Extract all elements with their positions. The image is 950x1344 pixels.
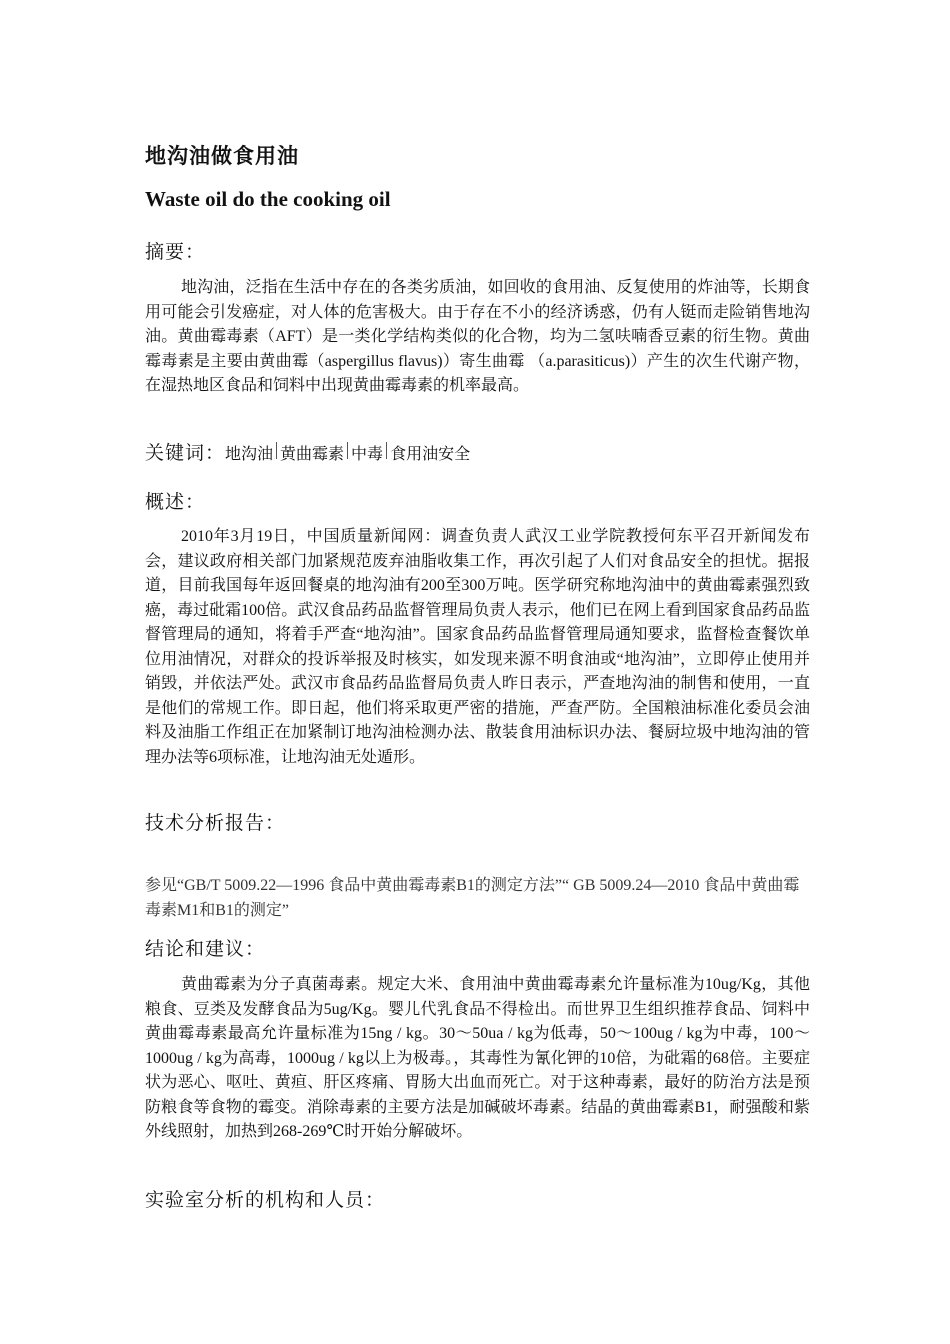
conclusion-paragraph: 黄曲霉素为分子真菌毒素。规定大米、食用油中黄曲霉毒素允许量标准为10ug/Kg，其他粮食、豆类及发酵食品为5ug/Kg。婴儿代乳食品不得检出。而世界卫生组织推荐食品、饲料中黄曲霉毒素最高允许量标准为15ng / kg。30～50ua / kg为低毒，50～100ug / kg为中毒，100～1000ug / kg为高毒，1000ug / kg以上为极毒。，其毒性为氰化钾的10倍，为砒霜的68倍。主要症状为恶心、呕吐、黄疸、肝区疼痛、胃肠大出血而死亡。对于这种毒素，最好的防治方法是预防粮食等食物的霉变。消除毒素的主要方法是加碱破坏毒素。结晶的黄曲霉素B1，耐强酸和紫外线照射，加热到268-269℃时开始分解破坏。: [145, 976, 810, 1140]
technical-report-reference: 参见“GB/T 5009.22—1996 食品中黄曲霉毒素B1的测定方法”“ GB 5009.24—2010 食品中黄曲霉毒素M1和B1的测定”: [145, 877, 800, 919]
keyword-item: 黄曲霉素: [280, 446, 345, 463]
keywords-label: 关键词：: [145, 442, 226, 464]
keywords-row: [145, 438, 470, 465]
overview-paragraph: 2010年3月19日，中国质量新闻网：调查负责人武汉工业学院教授何东平召开新闻发布会，建议政府相关部门加紧规范废弃油脂收集工作，再次引起了人们对食品安全的担忧。据报道，目前我国每年返回餐桌的地沟油有200至300万吨。医学研究称地沟油中的黄曲霉素强烈致癌，毒过砒霜100倍。武汉食品药品监督管理局负责人表示，他们已在网上看到国家食品药品监督管理局的通知，将着手严查“地沟油”。国家食品药品监督管理局通知要求，监督检查餐饮单位用油情况，对群众的投诉举报及时核实，如发现来源不明食油或“地沟油”，立即停止使用并销毁，并依法严处。武汉市食品药品监督局负责人昨日表示，严查地沟油的制售和使用，一直是他们的常规工作。即日起，他们将采取更严密的措施，严查严防。全国粮油标准化委员会油料及油脂工作组正在加紧制订地沟油检测办法、散装食用油标识办法、餐厨垃圾中地沟油的管理办法等6项标准，让地沟油无处遁形。: [145, 528, 810, 766]
keyword-separator: [276, 442, 277, 459]
overview-heading: 概述：: [145, 491, 206, 513]
keyword-item: 地沟油: [225, 446, 274, 463]
document-title-english: Waste oil do the cooking oil: [145, 187, 391, 211]
abstract-heading: 摘要：: [145, 241, 206, 263]
technical-report-heading: 技术分析报告：: [145, 812, 286, 834]
keyword-separator: [386, 442, 387, 459]
keyword-separator: [347, 442, 348, 459]
keyword-item: 中毒: [351, 446, 384, 463]
document-title-chinese: 地沟油做食用油: [145, 144, 299, 168]
keyword-item: 食用油安全: [390, 446, 471, 463]
conclusion-heading: 结论和建议：: [145, 938, 266, 960]
abstract-paragraph: 地沟油，泛指在生活中存在的各类劣质油，如回收的食用油、反复使用的炸油等，长期食用可能会引发癌症，对人体的危害极大。由于存在不小的经济诱惑，仍有人铤而走险销售地沟油。黄曲霉毒素（AFT）是一类化学结构类似的化合物，均为二氢呋喃香豆素的衍生物。黄曲霉毒素是主要由黄曲霉（aspergillus flavus)）寄生曲霉 （a.parasiticus)）产生的次生代谢产物，在湿热地区食品和饲料中出现黄曲霉毒素的机率最高。: [145, 279, 810, 394]
lab-heading: 实验室分析的机构和人员：: [145, 1189, 386, 1211]
